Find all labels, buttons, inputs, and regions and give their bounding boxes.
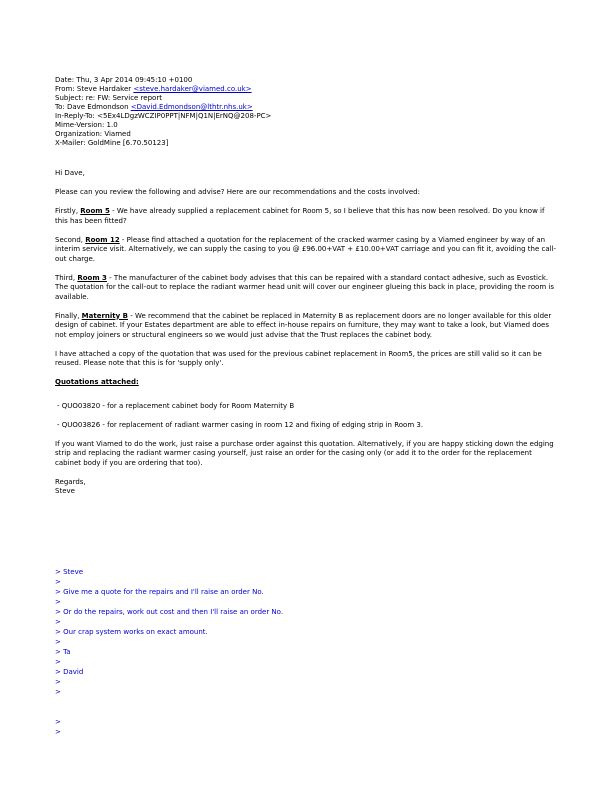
paragraph-room-3 — [55, 274, 559, 303]
quote-gap — [55, 697, 559, 717]
room3-text: - The manufacturer of the cabinet body advises that this can be repaired with a standard contact adhesive, such as Evostick. The quotation for the call-out to replace the radiant warmer head unit will cover our engineer glueing this back in place, providing the room is available. — [55, 273, 554, 301]
room5-prefix: Firstly, — [55, 207, 81, 215]
quote-line: > — [55, 637, 61, 646]
room5-label: Room 5 — [80, 207, 110, 215]
paragraph-maternity-b — [55, 312, 559, 341]
quote-line: > — [55, 577, 61, 586]
quote-line: > Give me a quote for the repairs and I'll raise an order No. — [55, 587, 264, 596]
room12-prefix: Second, — [55, 235, 86, 244]
room5-text: - We have already supplied a replacement cabinet for Room 5, so I believe that this has now been resolved. Do you know if this has been fitted? — [55, 207, 545, 225]
email-content — [55, 76, 559, 737]
quotations-attached-heading: Quotations attached: — [55, 378, 139, 386]
room12-label: Room 12 — [85, 235, 120, 244]
paragraph-room-12 — [55, 236, 559, 265]
header-to-label: To: Dave Edmondson — [55, 103, 131, 111]
quote-line: > — [55, 687, 61, 696]
from-email-link[interactable]: <steve.hardaker@viamed.co.uk> — [133, 85, 252, 93]
signature-name: Steve — [55, 487, 75, 495]
room12-text: - Please find attached a quotation for the replacement of the cracked warmer casing by a Viamed engineer by way of an interim service visit. Alternatively, we can supply the casing to you @ £96.00+VAT + £10.00+VAT carriage and you can fit it, avoiding the call-out charge. — [55, 235, 557, 263]
header-mime-version: Mime-Version: 1.0 — [55, 121, 118, 129]
header-from — [55, 85, 559, 94]
quote-line: > Ta — [55, 647, 71, 656]
header-subject: Subject: re: FW: Service report — [55, 94, 162, 102]
quote-line: > Our crap system works on exact amount. — [55, 627, 208, 636]
header-to — [55, 103, 559, 112]
quote-line: > David — [55, 667, 84, 676]
quoted-reply-block — [55, 567, 559, 737]
maternity-text: - We recommend that the cabinet be replaced in Maternity B as replacement doors are no longer available for this older design of cabinet. If your Estates department are able to effect in-house repairs on furniture, they may want to take a look, but Viamed does not employ joiners or structural engineers so we would just advise that the Trust replaces the cabinet body. — [55, 311, 552, 339]
quote-line: > — [55, 677, 61, 686]
intro-paragraph: Please can you review the following and advise? Here are our recommendations and the costs involved: — [55, 188, 420, 196]
email-headers — [55, 76, 559, 148]
paragraph-room-5 — [55, 207, 559, 226]
quotation-item-2: - QUO03826 - for replacement of radiant warmer casing in room 12 and fixing of edging strip in Room 3. — [57, 420, 424, 429]
paragraph-previous-quotation: I have attached a copy of the quotation that was used for the previous cabinet replacement in Room5, the prices are still valid so it can be reused. Please note that this is for 'supply only'. — [55, 349, 542, 367]
header-date: Date: Thu, 3 Apr 2014 09:45:10 +0100 — [55, 76, 193, 84]
quote-line: > — [55, 717, 61, 726]
quote-line: > — [55, 617, 61, 626]
room3-label: Room 3 — [77, 273, 107, 282]
quote-line: > — [55, 657, 61, 666]
to-email-link[interactable]: <David.Edmondson@lthtr.nhs.uk> — [130, 103, 253, 111]
quote-line: > Or do the repairs, work out cost and then I'll raise an order No. — [55, 607, 284, 616]
paragraph-purchase-order: If you want Viamed to do the work, just raise a purchase order against this quotation. Alternatively, if you are happy sticking down the edging strip and replacing the radiant warmer casing yourself, just raise an order for the casing only (or add it to the order for the replacement cabinet body if you are ordering that too). — [55, 439, 554, 467]
room3-prefix: Third, — [55, 273, 78, 282]
quote-line: > — [55, 727, 61, 736]
maternity-label: Maternity B — [81, 311, 128, 320]
header-organization: Organization: Viamed — [55, 130, 131, 138]
quote-line: > — [55, 597, 61, 606]
header-from-label: From: Steve Hardaker — [55, 85, 134, 93]
greeting: Hi Dave, — [55, 169, 85, 177]
regards-line: Regards, — [55, 477, 86, 486]
header-x-mailer: X-Mailer: GoldMine [6.70.50123] — [55, 139, 169, 147]
header-in-reply-to: In-Reply-To: <5Ex4LDgzWCZIP0PPT|NFM|Q1N|ErNQ@208-PC> — [55, 112, 272, 120]
maternity-prefix: Finally, — [55, 311, 82, 320]
quotation-item-1: - QUO03820 - for a replacement cabinet body for Room Maternity B — [57, 401, 295, 410]
quote-line: > Steve — [55, 567, 84, 576]
